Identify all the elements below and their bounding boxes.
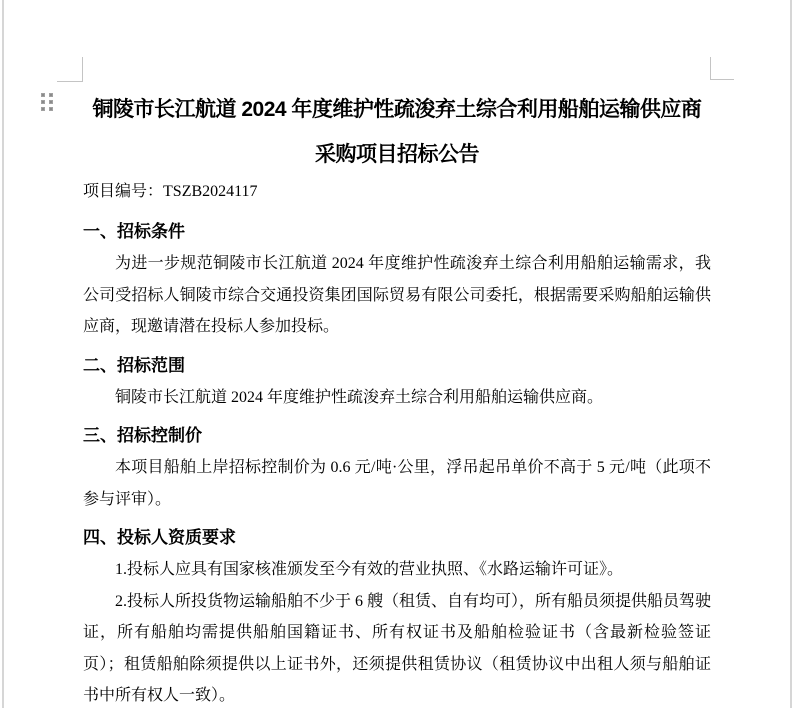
section-bidder-qualifications [83, 527, 711, 712]
text-boundary-mark-top-left [57, 57, 83, 82]
drag-handle-dot [49, 100, 53, 104]
drag-handle-dot [49, 107, 53, 111]
project-number-label: 项目编号： [83, 183, 164, 200]
paragraph: 本项目船舶上岸招标控制价为 0.6 元/吨·公里，浮吊起吊单价不高于 5 元/吨（此项不参与评审）。 [83, 459, 711, 508]
paragraph: 2.投标人所投货物运输船舶不少于 6 艘（租赁、自有均可），所有船员须提供船员驾驶证，所有船舶均需提供船舶国籍证书、所有权证书及船舶检验证书（含最新检验签证页）；租赁船舶除须提供以上证书外，还须提供租赁协议（租赁协议中出租人须与船舶证书中所有权人一致）。 [83, 592, 712, 704]
section-bid-control-price [83, 425, 711, 515]
document-body [83, 82, 711, 712]
section-bid-conditions [83, 221, 711, 343]
section-bid-scope [83, 355, 711, 414]
drag-handle-dot [49, 93, 53, 97]
section-heading: 一、招标条件 [83, 222, 185, 241]
drag-handle-dot [41, 100, 45, 104]
project-number-line [83, 181, 711, 203]
document-title: 铜陵市长江航道 2024 年度维护性疏浚弃土综合利用船舶运输供应商采购项目招标公告 [92, 98, 702, 166]
drag-handle-icon[interactable] [41, 93, 53, 111]
paragraph: 铜陵市长江航道 2024 年度维护性疏浚弃土综合利用船舶运输供应商。 [115, 388, 604, 406]
paragraph: 1.投标人应具有国家核准颁发至今有效的营业执照、《水路运输许可证》。 [115, 561, 624, 578]
section-heading: 四、投标人资质要求 [83, 528, 236, 547]
paragraph: 为进一步规范铜陵市长江航道 2024 年度维护性疏浚弃土综合利用船舶运输需求，我公司受招标人铜陵市综合交通投资集团国际贸易有限公司委托，根据需要采购船舶运输供应商，现邀请潜在投标人参加投标。 [83, 255, 711, 335]
page-right-edge-line [790, 0, 792, 708]
drag-handle-dot [41, 107, 45, 111]
text-boundary-mark-top-right [710, 57, 734, 80]
project-number-value: TSZB2024117 [163, 183, 258, 200]
section-heading: 二、招标范围 [83, 355, 185, 375]
page-left-edge-line [2, 0, 4, 708]
section-heading: 三、招标控制价 [83, 426, 202, 445]
drag-handle-dot [41, 93, 45, 97]
